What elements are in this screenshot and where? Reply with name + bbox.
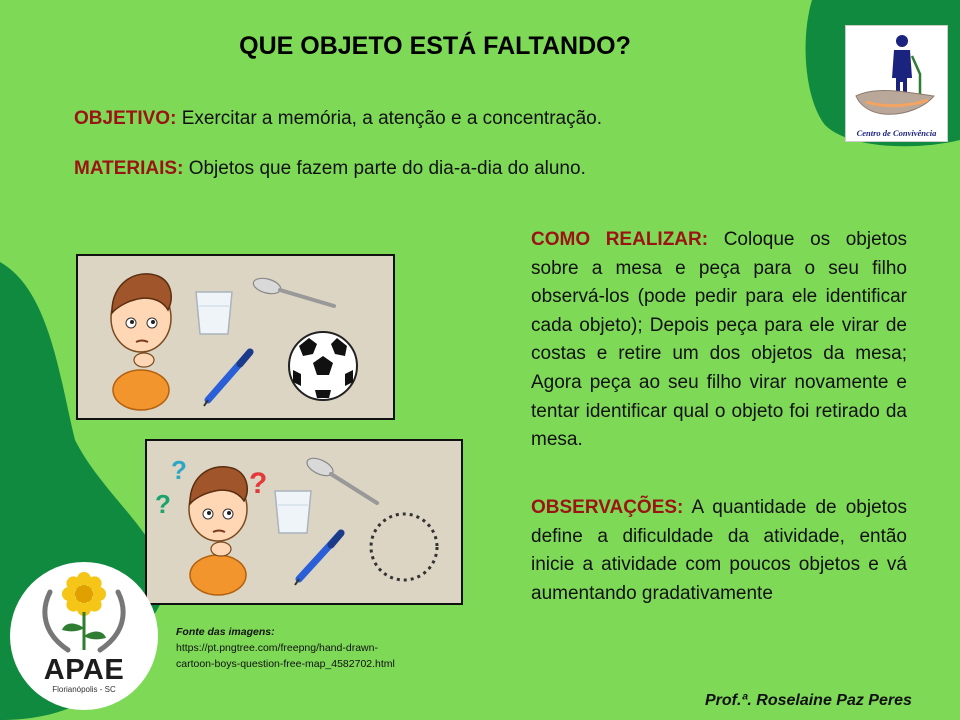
- how-to-text: Coloque os objetos sobre a mesa e peça para o seu filho observá-los (pode pedir para ele identificar cada objeto); Depois peça para ele virar de costas e retire um dos objetos da mesa; Agora peça ao seu filho virar novamente e tentar identificar qual o objeto foi retirado da mesa.: [531, 229, 908, 451]
- water-glass-icon: [196, 292, 232, 334]
- image-source-link-line-2: cartoon-boys-question-free-map_4582702.html: [176, 658, 395, 670]
- page-title: QUE OBJETO ESTÁ FALTANDO?: [239, 32, 631, 60]
- how-to-paragraph: [531, 226, 907, 455]
- image-source-heading: Fonte das imagens:: [176, 626, 275, 638]
- panel-2-illustration: [147, 441, 461, 603]
- apae-logo-text: APAE: [43, 654, 125, 686]
- objective-label: OBJETIVO:: [74, 108, 177, 129]
- blue-pen-icon: [204, 352, 250, 406]
- panel-1-illustration: [78, 256, 393, 418]
- how-to-label: COMO REALIZAR:: [531, 229, 709, 250]
- image-source-link-line-1: https://pt.pngtree.com/freepng/hand-drawn-: [176, 642, 378, 654]
- boy-thinking-illustration: [111, 274, 171, 410]
- apae-logo-city: Florianópolis - SC: [52, 685, 116, 694]
- soccer-ball-icon: [289, 332, 357, 400]
- author-credit: Prof.ª. Roselaine Paz Peres: [705, 692, 912, 709]
- boy-thinking-illustration: [189, 467, 247, 595]
- image-source: [176, 624, 395, 672]
- objective-text: Exercitar a memória, a atenção e a concentração.: [181, 108, 603, 129]
- water-glass-icon: [275, 491, 311, 533]
- missing-object-circle: [371, 514, 437, 580]
- observations-text: A quantidade de objetos define a dificuldade da atividade, então inicie a atividade com poucos objetos e vá aumentando gradativamente: [531, 497, 907, 604]
- spoon-icon: [304, 455, 377, 503]
- materials-text: Objetos que fazem parte do dia-a-dia do aluno.: [188, 158, 586, 179]
- apae-flower-hands-icon: [10, 562, 158, 662]
- apae-logo: [10, 562, 158, 710]
- materials-label: MATERIAIS:: [74, 158, 184, 179]
- centro-logo-caption: Centro de Convivência: [856, 128, 937, 138]
- materials-line: [74, 158, 586, 180]
- objective-line: [74, 108, 602, 130]
- observations-paragraph: [531, 494, 907, 608]
- blue-pen-icon: [295, 533, 341, 585]
- svg-text:?: ?: [171, 455, 187, 485]
- svg-text:?: ?: [155, 489, 171, 519]
- centro-de-convivencia-logo: [845, 25, 948, 142]
- spoon-icon: [252, 276, 334, 306]
- hand-person-icon: [846, 26, 947, 126]
- svg-text:?: ?: [249, 467, 268, 500]
- objects-panel-before: [76, 254, 395, 420]
- observations-label: OBSERVAÇÕES:: [531, 497, 684, 518]
- objects-panel-after: [145, 439, 463, 605]
